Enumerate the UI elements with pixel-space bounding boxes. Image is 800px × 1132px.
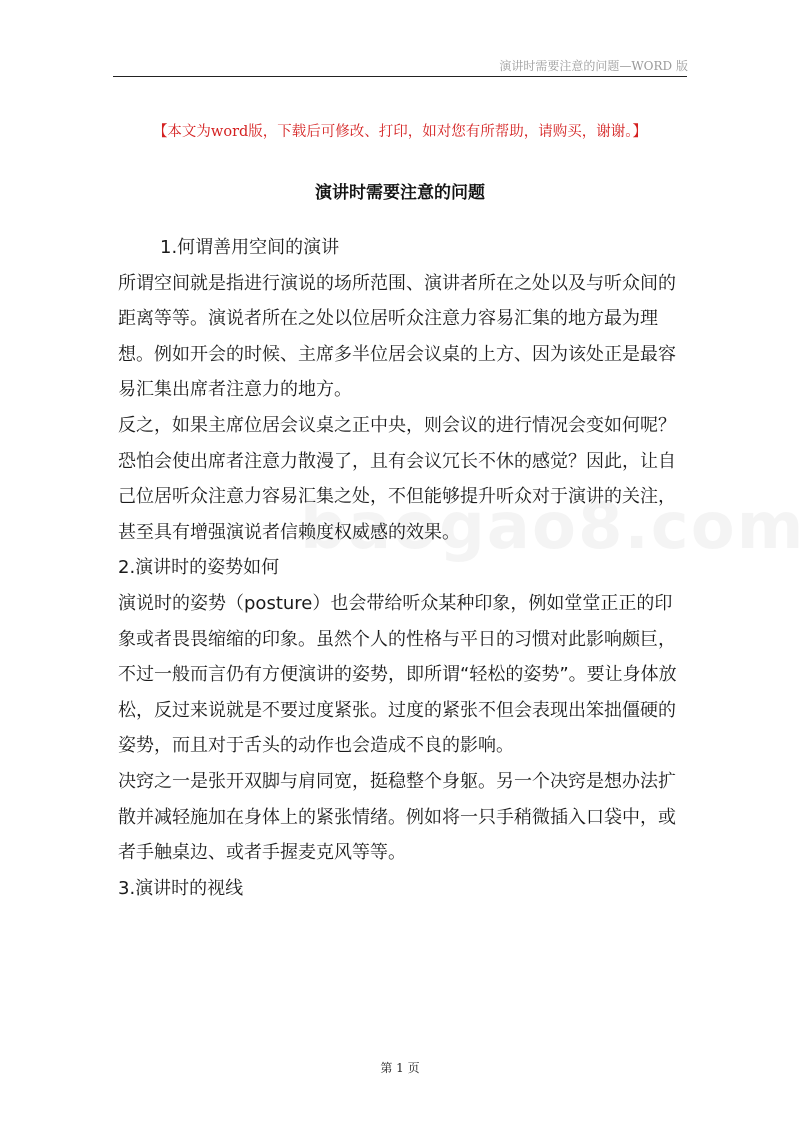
paragraph: 演说时的姿势（posture）也会带给听众某种印象，例如堂堂正正的印象或者畏畏缩缩的印象。虽然个人的性格与平日的习惯对此影响颇巨，不过一般而言仍有方便演讲的姿势，即所谓“轻松的姿势”。要让身体放松，反过来说就是不要过度紧张。过度的紧张不但会表现出笨拙僵硬的姿势，而且对于舌头的动作也会造成不良的影响。: [118, 592, 677, 757]
red-notice: 【本文为word版，下载后可修改、打印，如对您有所帮助，请购买，谢谢。】: [152, 124, 648, 140]
section-heading-3: 3.演讲时的视线: [118, 877, 244, 899]
paragraph: 所谓空间就是指进行演说的场所范围、演讲者所在之处以及与听众间的距离等等。演说者所在之处以位居听众注意力容易汇集的地方最为理想。例如开会的时候、主席多半位居会议桌的上方、因为该处正是最容易汇集出席者注意力的地方。: [118, 272, 676, 401]
paragraph: 决窍之一是张开双脚与肩同宽，挺稳整个身躯。另一个决窍是想办法扩散并减轻施加在身体上的紧张情绪。例如将一只手稍微插入口袋中，或者手触桌边、或者手握麦克风等等。: [118, 770, 676, 864]
page-number: 第 1 页: [380, 1061, 420, 1075]
header-divider: [113, 76, 687, 77]
section-heading-2: 2.演讲时的姿势如何: [118, 557, 280, 579]
page-header: 演讲时需要注意的问题—WORD 版: [499, 59, 688, 73]
document-title: 演讲时需要注意的问题: [315, 183, 485, 203]
document-body: [118, 230, 684, 906]
paragraph: 反之，如果主席位居会议桌之正中央，则会议的进行情况会变如何呢？恐怕会使出席者注意力散漫了，且有会议冗长不休的感觉？因此，让自己位居听众注意力容易汇集之处，不但能够提升听众对于演讲的关注，甚至具有增强演说者信赖度权威感的效果。: [118, 414, 676, 543]
section-heading-1: 1.何谓善用空间的演讲: [160, 237, 340, 258]
